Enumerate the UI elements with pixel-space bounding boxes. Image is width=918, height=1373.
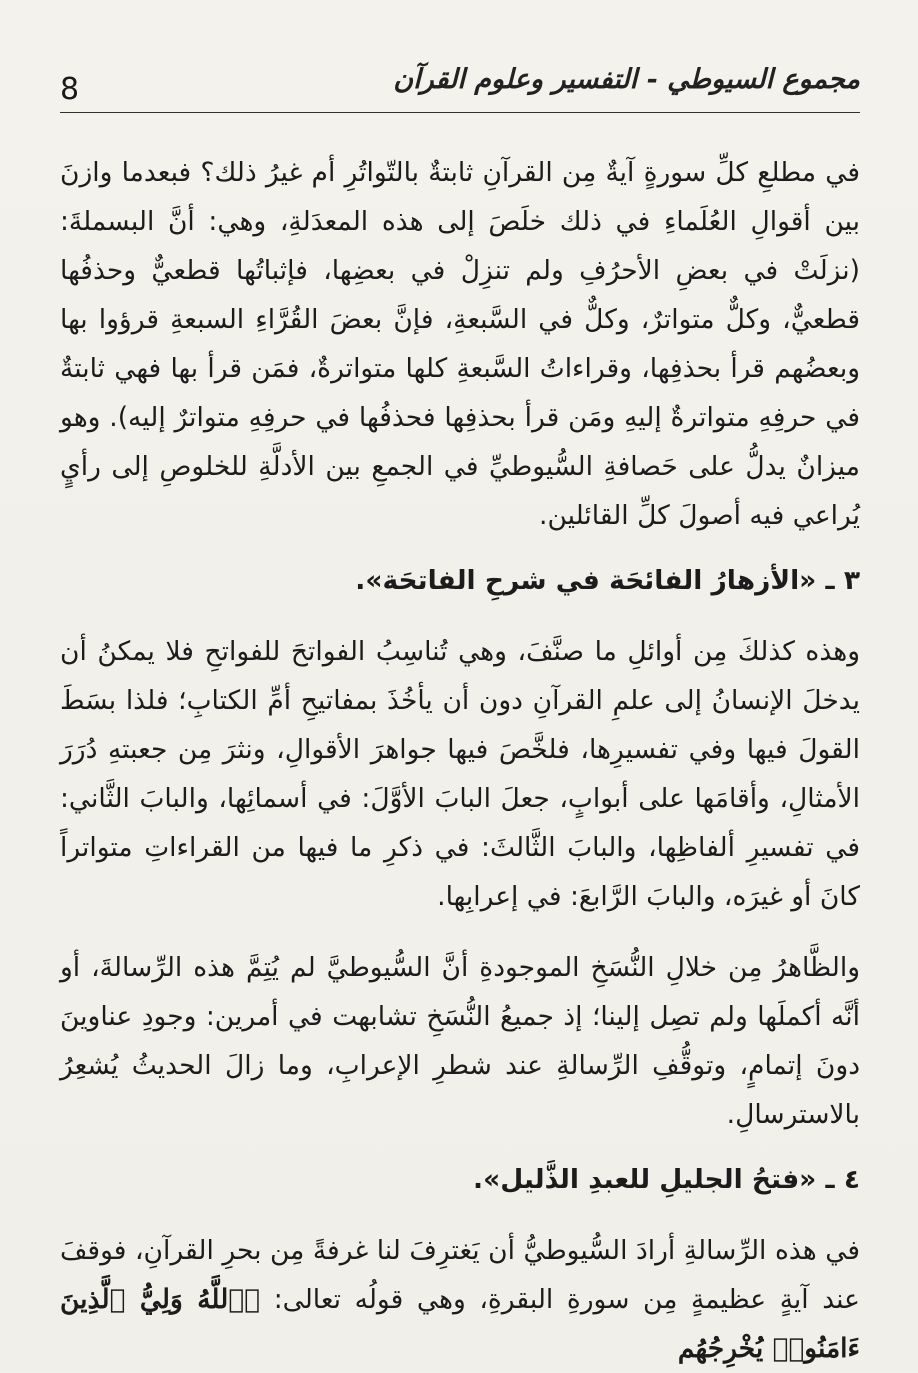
paragraph-manuscripts: والظَّاهرُ مِن خلالِ النُّسَخِ الموجودةِ أنَّ السُّيوطيَّ لم يُتِمَّ هذه الرِّسالةَ، أو أنَّه أكملَها ولم تصِل إلينا؛ إذ جميعُ النُّسَخِ تشابهت في أمرين: وجودِ عناوينَ دونَ إتمامٍ، وتوقُّفِ الرِّسالةِ عند شطرِ الإعرابِ، وما زالَ الحديثُ يُشعِرُ بالاسترسالِ.: [60, 952, 860, 1130]
page-body: [60, 148, 860, 1373]
section-heading-4: ٤ ـ «فتحُ الجليلِ للعبدِ الذَّليل».: [473, 1164, 860, 1195]
running-title: مجموع السيوطي - التفسير وعلوم القرآن: [393, 64, 860, 95]
section-heading-3: ٣ ـ «الأزهارُ الفائحَة في شرحِ الفاتحَة».: [355, 565, 860, 596]
quran-verse: ﴿ٱللَّهُ وَلِيُّ ٱلَّذِينَ ءَامَنُوا۟ يُخْرِجُهُم: [60, 1284, 860, 1364]
header-divider: [60, 112, 860, 113]
paragraph-azhar: وهذه كذلكَ مِن أوائلِ ما صنَّفَ، وهي تُناسِبُ الفواتحَ للفواتحِ فلا يمكنُ أن يدخلَ الإنسانُ إلى علمِ القرآنِ دون أن يأخُذَ بمفاتيحِ أمِّ الكتابِ؛ فلذا بسَطَ القولَ فيها وفي تفسيرِها، فلخَّصَ فيها جواهرَ الأقوالِ، ونثرَ مِن جعبتهِ دُرَرَ الأمثالِ، وأقامَها على أبوابٍ، جعلَ البابَ الأوَّلَ: في أسمائِها، والبابَ الثَّاني: في تفسيرِ ألفاظِها، والبابَ الثَّالثَ: في ذكرِ ما فيها من القراءاتِ متواتراً كانَ أو غيرَه، والبابَ الرَّابعَ: في إعرابِها.: [60, 636, 860, 912]
page-header: [60, 60, 860, 110]
paragraph-basmala: في مطلعِ كلِّ سورةٍ آيةٌ مِن القرآنِ ثابتةٌ بالتّواتُرِ أم غيرُ ذلك؟ فبعدما وازنَ بين أقوالِ العُلَماءِ في ذلك خلَصَ إلى هذه المعدَلةِ، وهي: أنَّ البسملةَ: (نزلَتْ في بعضِ الأحرُفِ ولم تنزِلْ في بعضِها، فإثباتُها قطعيٌّ وحذفُها قطعيٌّ، وكلٌّ متواترٌ، وكلٌّ في السَّبعةِ، فإنَّ بعضَ القُرَّاءِ السبعةِ قرؤوا بها وبعضُهم قرأ بحذفِها، وقراءاتُ السَّبعةِ كلها متواترةٌ، فمَن قرأ بها فهي ثابتةٌ في حرفِهِ متواترةٌ إليهِ ومَن قرأ بحذفِها فحذفُها في حرفِهِ متواترٌ إليه). وهو ميزانٌ يدلُّ على حَصافةِ السُّيوطيِّ في الجمعِ بين الأدلَّةِ للخلوصِ إلى رأيٍ يُراعي فيه أصولَ كلِّ القائلين.: [60, 157, 860, 531]
paragraph-fath-al-jalil: [60, 1226, 860, 1373]
page-number: 8: [60, 72, 80, 107]
paragraph-fath-text: في هذه الرِّسالةِ أرادَ السُّيوطيُّ أن يَغترِفَ لنا غرفةً مِن بحرِ القرآنِ، فوقفَ عند آيةٍ عظيمةٍ مِن سورةِ البقرةِ، وهي قولُه تعالى:: [60, 1235, 860, 1315]
